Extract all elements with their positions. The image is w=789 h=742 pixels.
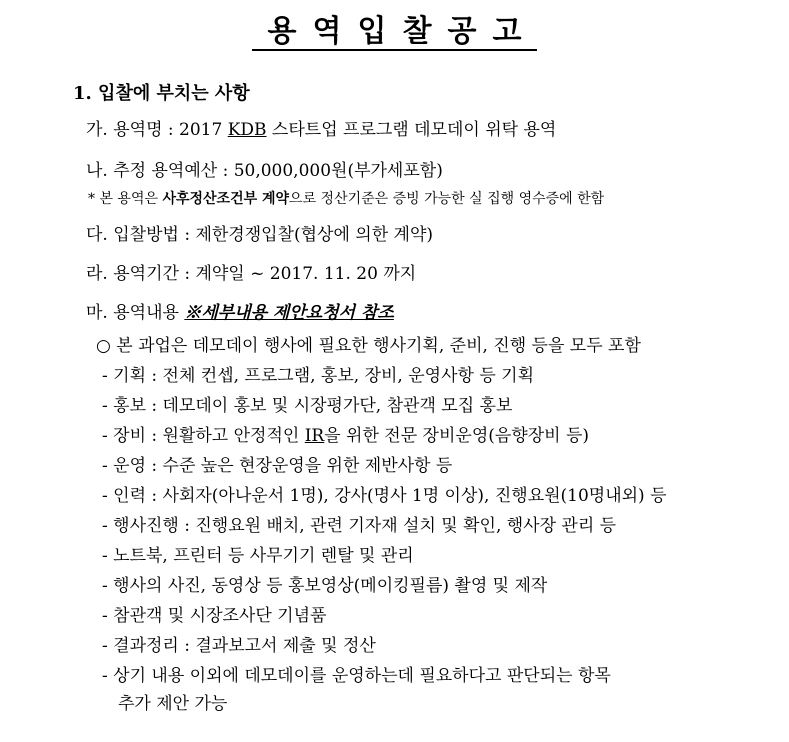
- item-service-name: [86, 119, 556, 141]
- detail-video-production: - 행사의 사진, 동영상 등 홍보영상(메이킹필름) 촬영 및 제작: [102, 576, 548, 596]
- detail-souvenirs: - 참관객 및 시장조사단 기념품: [102, 606, 327, 626]
- item-service-content-prefix: 마. 용역내용: [86, 303, 185, 323]
- section-heading: 1. 입찰에 부치는 사항: [73, 83, 250, 104]
- item-bid-method: 다. 입찰방법 : 제한경쟁입찰(협상에 의한 계약): [86, 225, 434, 245]
- item-service-name-prefix: 가. 용역명 : 2017: [86, 120, 228, 140]
- detail-additional-items-continued: 추가 제안 가능: [118, 694, 228, 714]
- budget-note-prefix: * 본 용역은: [88, 191, 163, 207]
- detail-staffing: - 인력 : 사회자(아나운서 1명), 강사(명사 1명 이상), 진행요원(10명내외) 등: [102, 486, 667, 506]
- scope-statement: ○ 본 과업은 데모데이 행사에 필요한 행사기획, 준비, 진행 등을 모두 포함: [96, 336, 641, 356]
- detail-planning: - 기획 : 전체 컨셉, 프로그램, 홍보, 장비, 운영사항 등 기획: [102, 366, 534, 386]
- detail-promotion: - 홍보 : 데모데이 홍보 및 시장평가단, 참관객 모집 홍보: [102, 396, 513, 416]
- document-title: [0, 14, 789, 51]
- item-service-content: [86, 302, 394, 324]
- document-title-text: 용역입찰공고: [252, 15, 538, 51]
- item-service-name-kdb: KDB: [227, 120, 267, 140]
- item-service-content-reference: ※세부내용 제안요청서 참조: [184, 303, 394, 323]
- detail-equipment-suffix: 을 위한 전문 장비운영(음향장비 등): [324, 426, 590, 446]
- budget-note-bold: 사후정산조건부 계약: [162, 191, 290, 207]
- detail-office-equipment: - 노트북, 프린터 등 사무기기 렌탈 및 관리: [102, 546, 414, 566]
- item-service-period: 라. 용역기간 : 계약일 ~ 2017. 11. 20 까지: [86, 264, 417, 284]
- item-budget: 나. 추정 용역예산 : 50,000,000원(부가세포함): [86, 161, 443, 181]
- detail-event-progress: - 행사진행 : 진행요원 배치, 관련 기자재 설치 및 확인, 행사장 관리 등: [102, 516, 617, 536]
- detail-operation: - 운영 : 수준 높은 현장운영을 위한 제반사항 등: [102, 456, 453, 476]
- budget-note-suffix: 으로 정산기준은 증빙 가능한 실 집행 영수증에 한함: [289, 191, 605, 207]
- budget-note: [88, 189, 604, 209]
- item-service-name-suffix: 스타트업 프로그램 데모데이 위탁 용역: [266, 120, 557, 140]
- detail-result-report: - 결과정리 : 결과보고서 제출 및 정산: [102, 636, 376, 656]
- detail-equipment-prefix: - 장비 : 원활하고 안정적인: [102, 426, 305, 446]
- detail-equipment-ir: IR: [304, 426, 325, 446]
- detail-equipment: [102, 425, 589, 447]
- detail-additional-items: - 상기 내용 이외에 데모데이를 운영하는데 필요하다고 판단되는 항목: [102, 666, 611, 686]
